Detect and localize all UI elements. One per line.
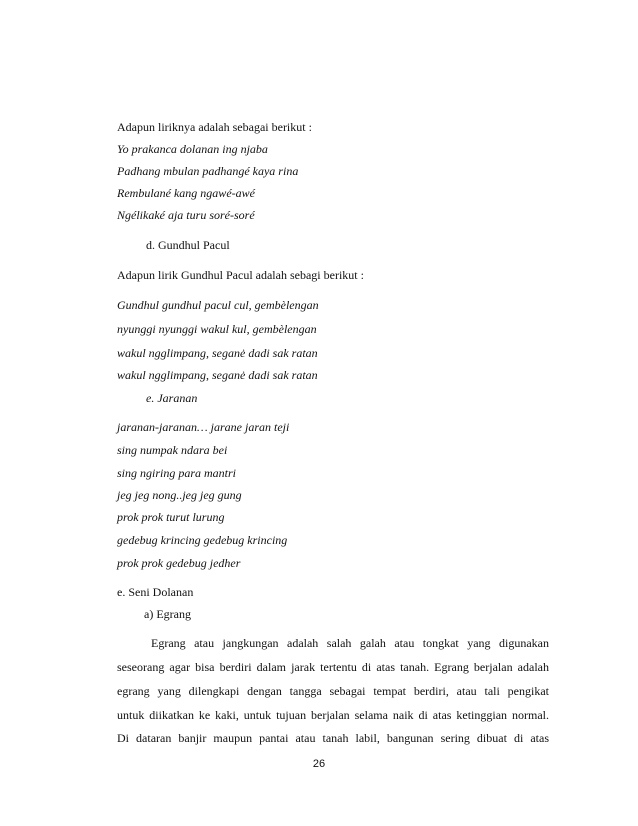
paragraph-line: egrang yang dilengkapi dengan tangga sebagai tempat berdiri, atau tali pengikat <box>117 684 549 698</box>
section-seni-dolanan: e. Seni Dolanan <box>117 585 194 599</box>
song1-line: Yo prakanca dolanan ing njaba <box>117 142 268 156</box>
heading-jaranan: e. Jaranan <box>146 391 198 405</box>
song3-line: jaranan-jaranan… jarane jaran teji <box>117 420 290 434</box>
song2-line: nyunggi nyunggi wakul kul, gembèlengan <box>117 322 317 336</box>
song2-line: Gundhul gundhul pacul cul, gembèlengan <box>117 298 319 312</box>
song3-line: gedebug krincing gedebug krincing <box>117 533 288 547</box>
page-number: 26 <box>312 758 326 770</box>
song3-line: prok prok turut lurung <box>117 510 225 524</box>
paragraph-line: Di dataran banjir maupun pantai atau tanah labil, bangunan sering dibuat di atas <box>117 731 549 745</box>
paragraph-line: seseorang agar bisa berdiri dalam jarak tertentu di atas tanah. Egrang berjalan adalah <box>117 660 549 674</box>
song1-line: Padhang mbulan padhangé kaya rina <box>117 164 299 178</box>
song1-line: Rembulané kang ngawé-awé <box>117 186 255 200</box>
paragraph-line: untuk diikatkan ke kaki, untuk tujuan berjalan selama naik di atas ketinggian normal. <box>117 708 549 722</box>
paragraph-line-first: Egrang atau jangkungan adalah salah galah atau tongkat yang digunakan <box>151 636 549 650</box>
song2-line: wakul ngglimpang, seganė dadi sak ratan <box>117 346 318 360</box>
intro-lirik-text: Adapun liriknya adalah sebagai berikut : <box>117 120 312 134</box>
song3-line: jeg jeg nong..jeg jeg gung <box>117 488 242 502</box>
lirik-gundhul-intro: Adapun lirik Gundhul Pacul adalah sebagi berikut : <box>117 268 364 282</box>
song1-line: Ngélikaké aja turu soré-soré <box>117 208 255 222</box>
subheading-egrang: a) Egrang <box>144 607 191 621</box>
song3-line: sing numpak ndara bei <box>117 443 228 457</box>
song3-line: prok prok gedebug jedher <box>117 556 241 570</box>
song2-line: wakul ngglimpang, seganė dadi sak ratan <box>117 368 318 382</box>
heading-gundhul-pacul: d. Gundhul Pacul <box>146 238 230 252</box>
song3-line: sing ngiring para mantri <box>117 466 237 480</box>
